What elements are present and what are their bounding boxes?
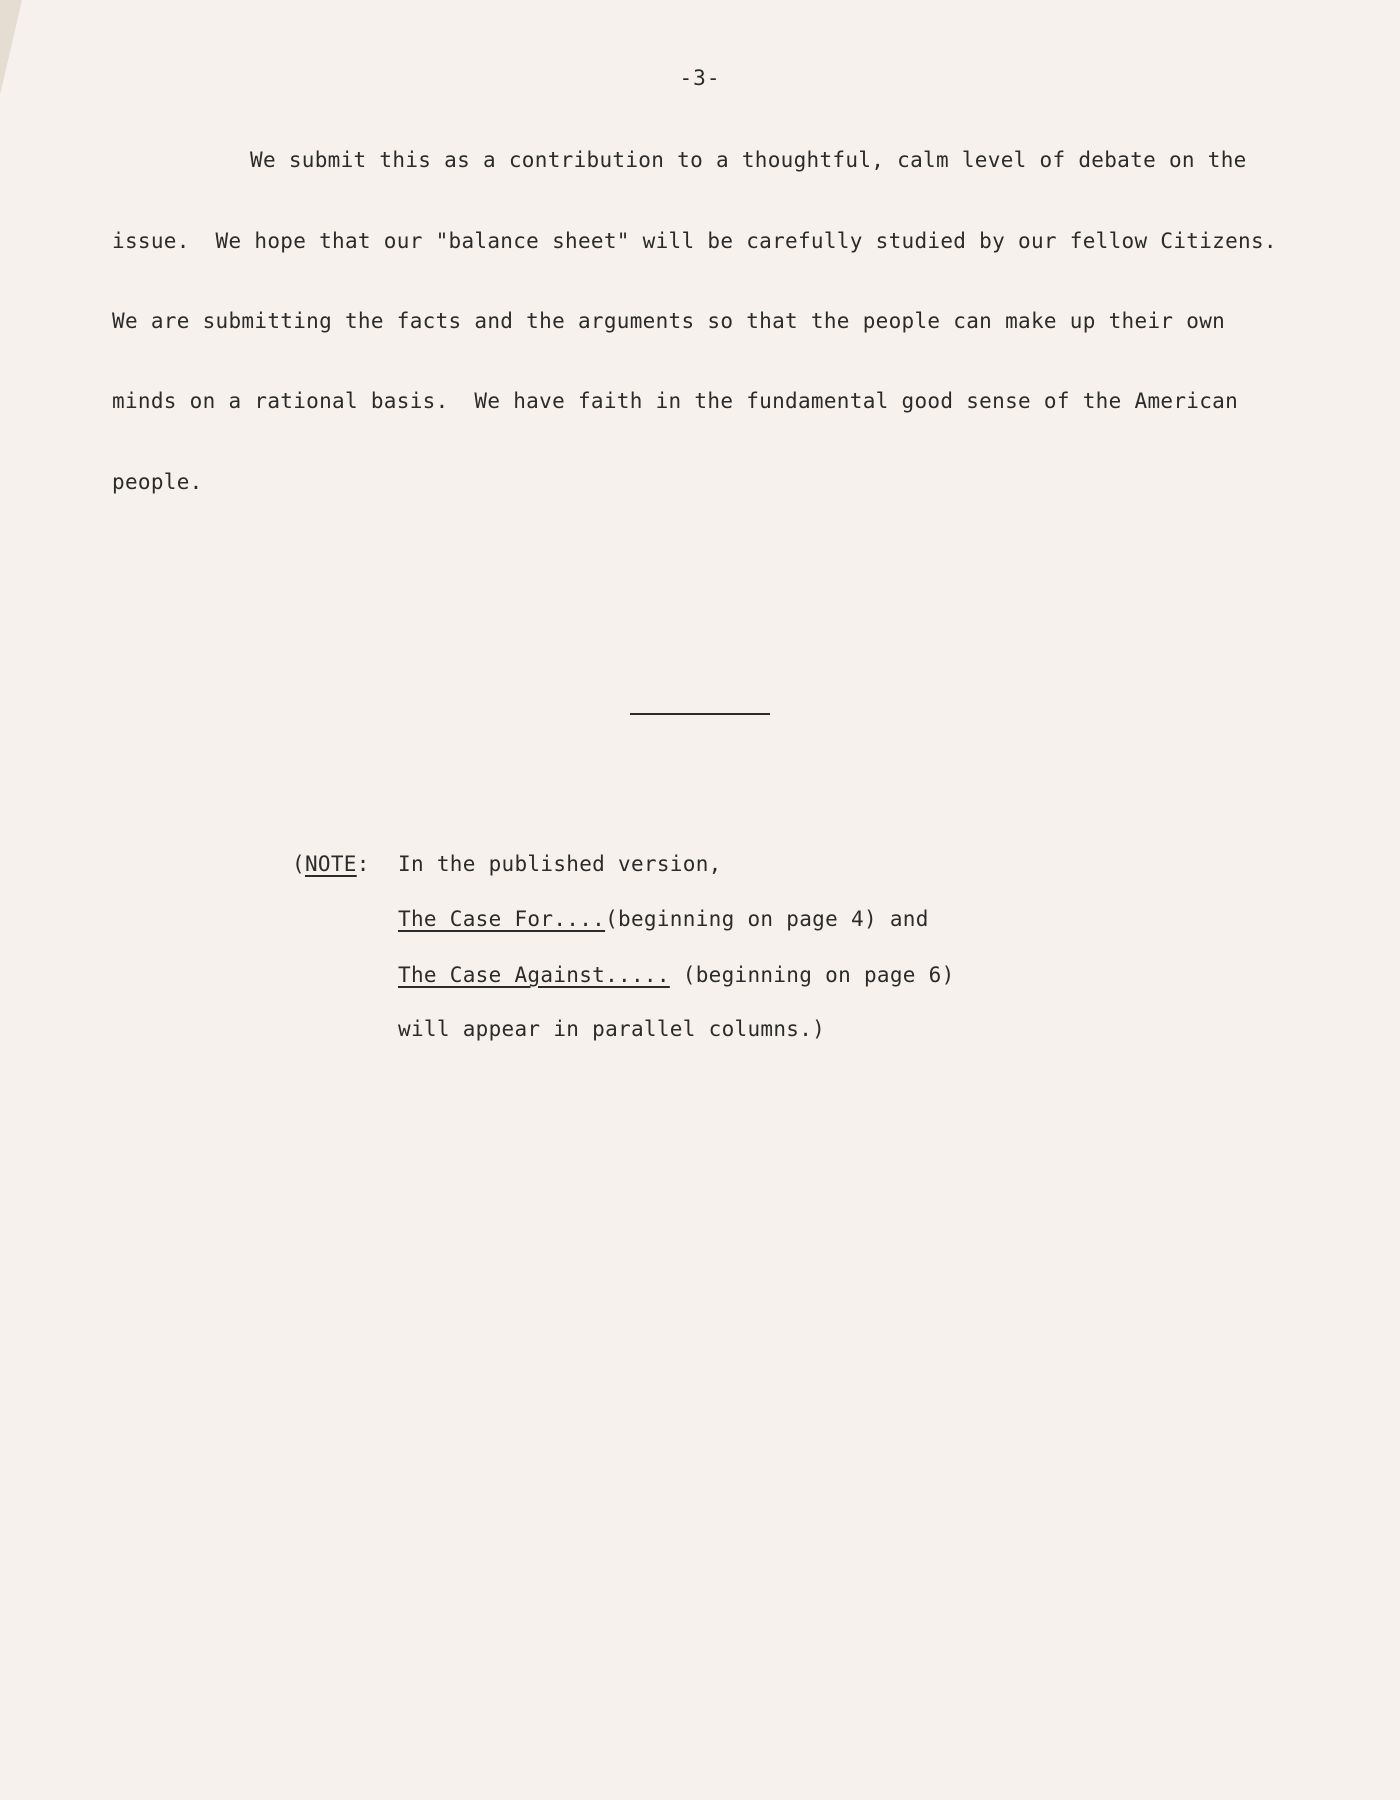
section-divider	[630, 713, 770, 715]
case-for-title: The Case For....	[398, 907, 606, 931]
note-colon: :	[356, 852, 370, 876]
note-label	[292, 852, 370, 876]
paragraph-line-2: issue. We hope that our "balance sheet" will be carefully studied by our fellow Citizens.	[112, 229, 1277, 253]
note-open-paren: (	[292, 852, 305, 876]
case-against-pages: (beginning on page 6)	[669, 963, 955, 987]
note-line-2	[398, 907, 929, 931]
note-line-1: In the published version,	[398, 852, 722, 876]
case-for-pages: (beginning on page 4) and	[605, 907, 929, 931]
note-line-4: will appear in parallel columns.)	[398, 1017, 826, 1041]
page-number: -3-	[679, 66, 721, 90]
note-line-3	[398, 963, 955, 987]
paragraph-line-1: We submit this as a contribution to a thoughtful, calm level of debate on the	[250, 148, 1247, 172]
note-label-text: NOTE	[304, 852, 357, 876]
paragraph-line-4: minds on a rational basis. We have faith in the fundamental good sense of the American	[112, 389, 1239, 413]
case-against-title: The Case Against.....	[398, 963, 670, 987]
paragraph-line-5: people.	[112, 470, 203, 494]
paragraph-line-3: We are submitting the facts and the arguments so that the people can make up their own	[112, 309, 1226, 333]
